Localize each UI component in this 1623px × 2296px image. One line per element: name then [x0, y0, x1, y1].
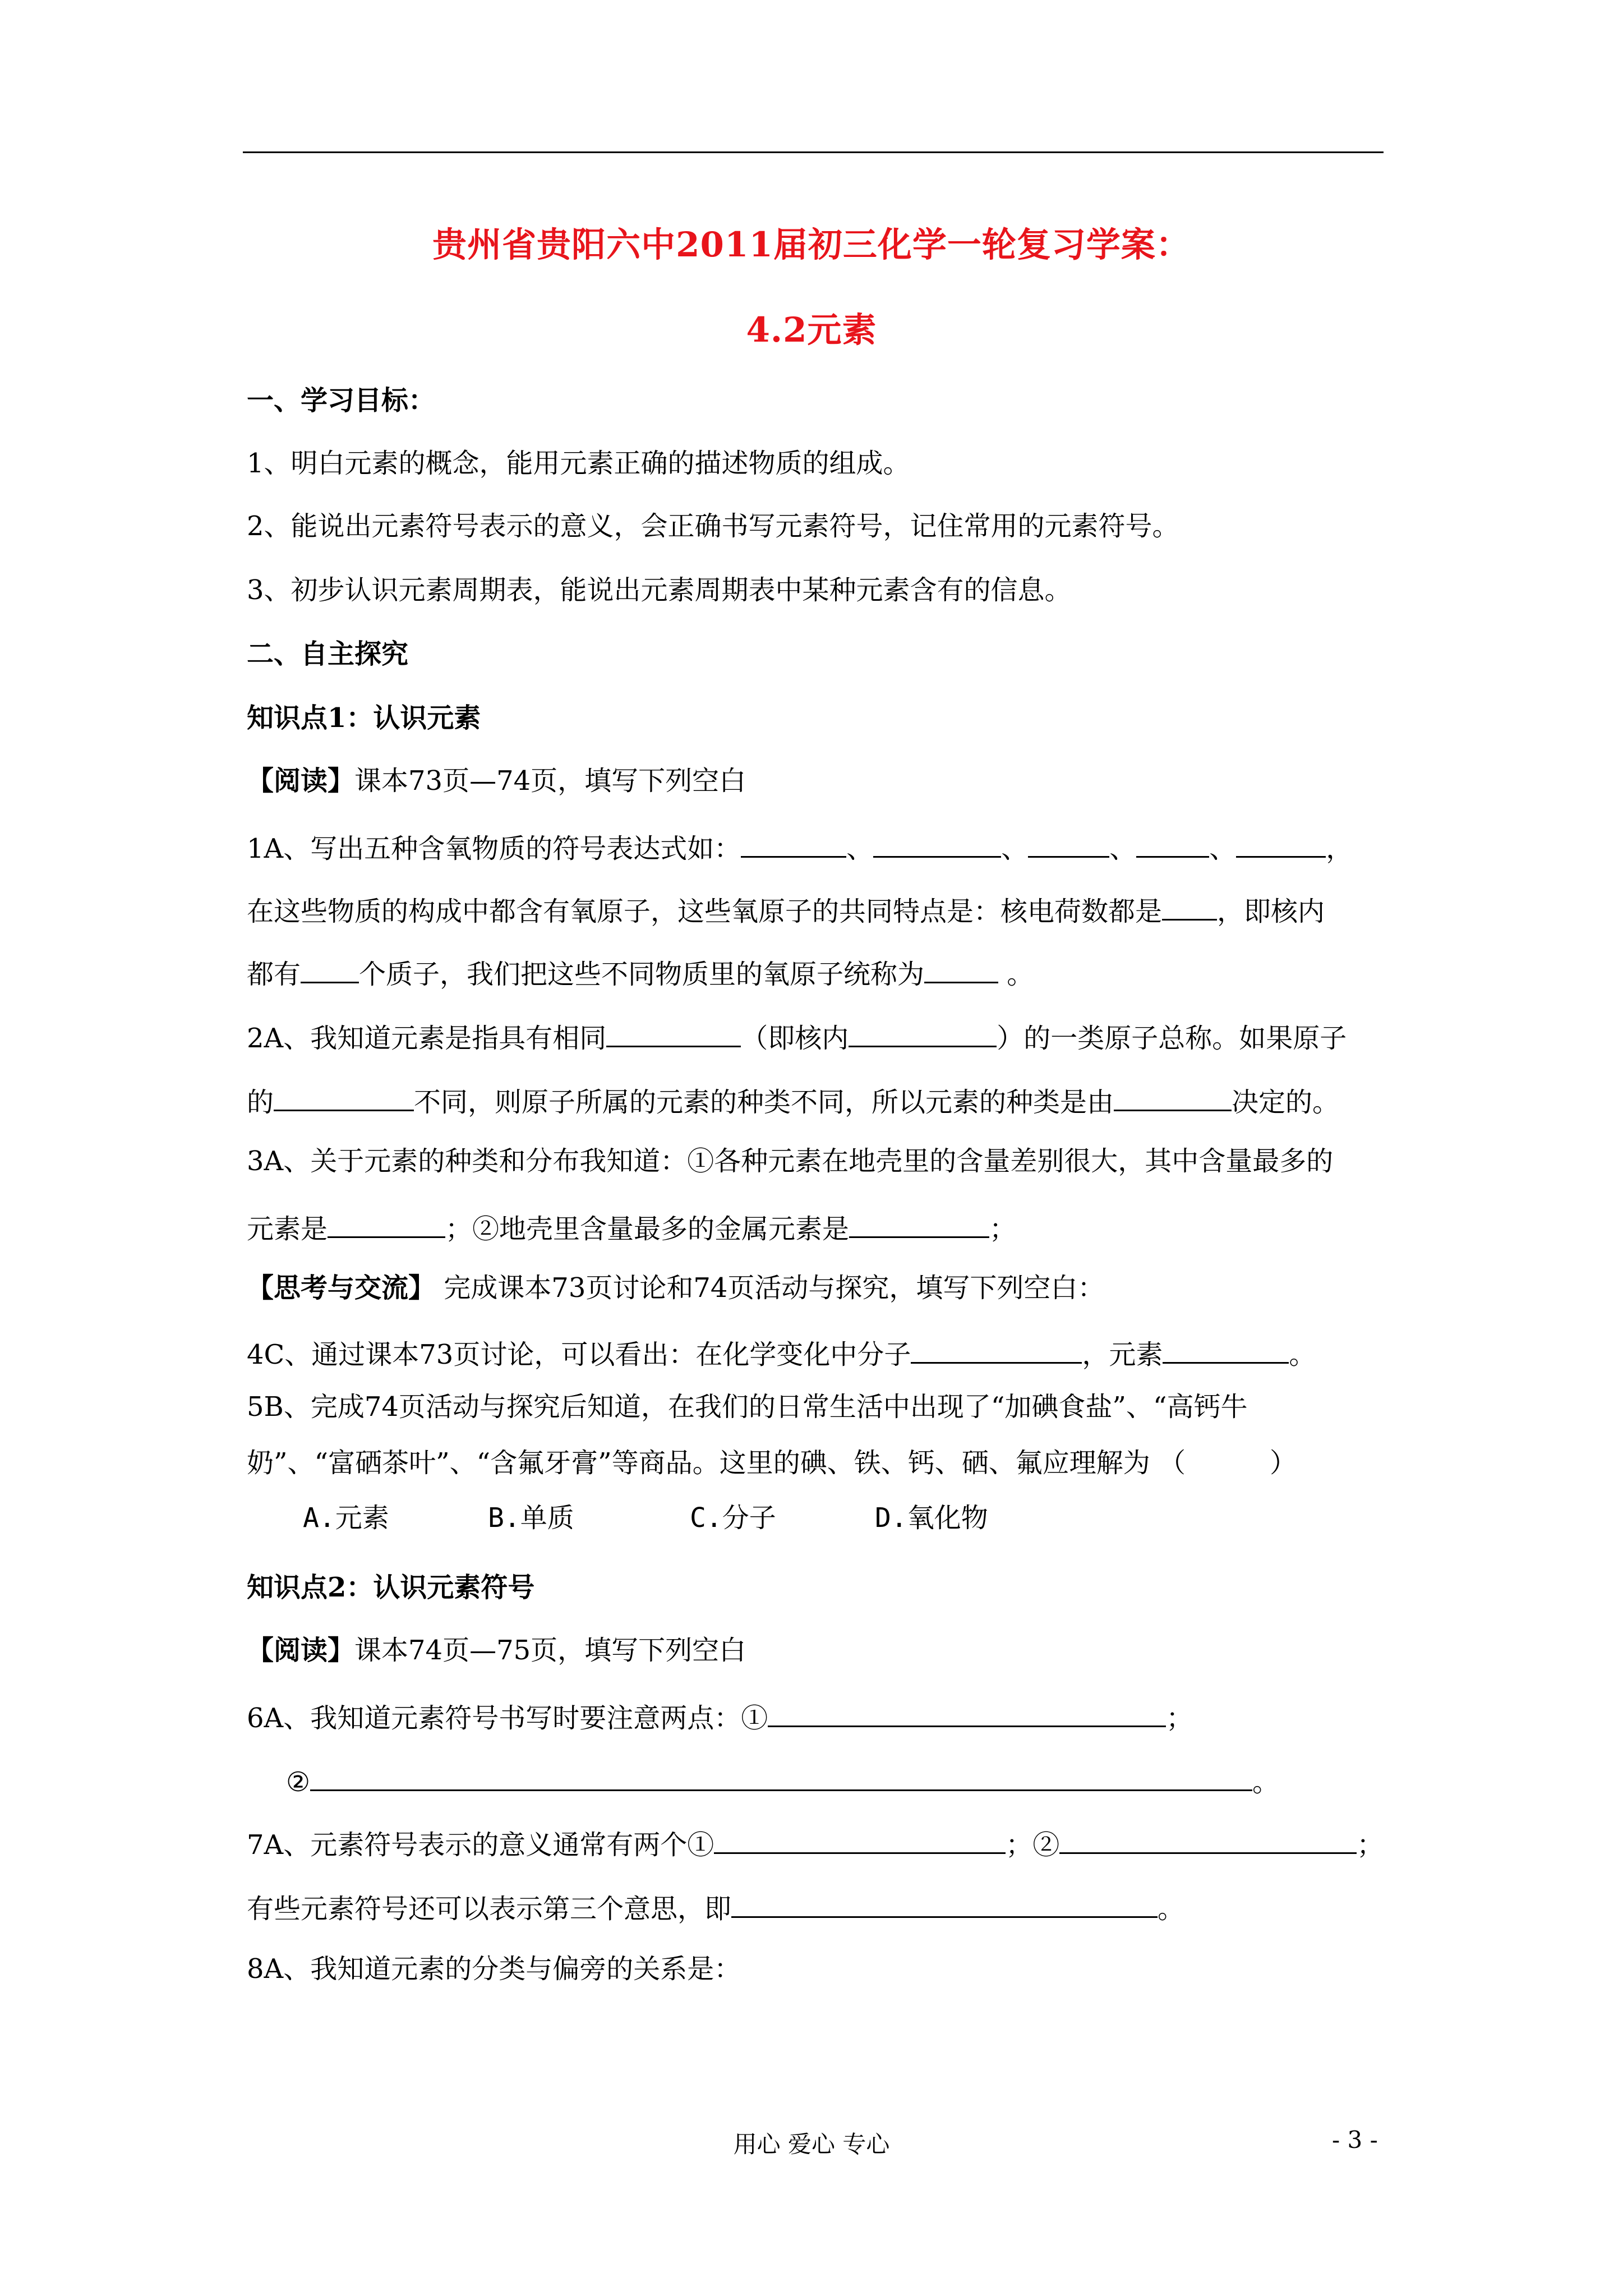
read-text: 课本74页—75页，填写下列空白	[354, 1635, 746, 1666]
q2-text: ）的一类原子总称。如果原子	[997, 1023, 1347, 1054]
q5-line1: 5B、完成74页活动与探究后知道，在我们的日常生活中出现了“加碘食盐”、“高钙牛	[247, 1391, 1248, 1423]
q1-line3	[247, 954, 1034, 991]
answer-blank[interactable]	[849, 1208, 989, 1238]
q3-line2	[247, 1208, 1016, 1246]
kp2-title: 知识点2：认识元素符号	[247, 1572, 535, 1603]
q7-text: 。	[1158, 1893, 1185, 1925]
answer-blank[interactable]	[768, 1697, 1166, 1727]
separator: 、	[1001, 833, 1029, 864]
q4-line	[247, 1334, 1316, 1372]
think-text: 完成课本73页讨论和74页活动与探究，填写下列空白：	[435, 1272, 1105, 1304]
answer-blank[interactable]	[1059, 1824, 1357, 1854]
q2-line2	[247, 1082, 1339, 1119]
q7-text: ；	[1357, 1829, 1384, 1861]
answer-blank[interactable]	[849, 1018, 997, 1047]
separator: ，	[1326, 833, 1353, 864]
q2-text: 决定的。	[1232, 1087, 1340, 1118]
q5-text: 奶”、“富硒茶叶”、“含氟牙膏”等商品。这里的碘、铁、钙、硒、氟应理解为 （	[247, 1447, 1186, 1479]
q7-text: 7A、元素符号表示的意义通常有两个①	[247, 1829, 714, 1861]
answer-blank[interactable]	[310, 1761, 1252, 1791]
q2-text: （即核内	[741, 1023, 849, 1054]
q2-line1	[247, 1018, 1347, 1055]
q7-text: 有些元素符号还可以表示第三个意思，即	[247, 1893, 732, 1925]
q5-paren: ）	[1269, 1447, 1297, 1479]
q2-text: 2A、我知道元素是指具有相同	[247, 1023, 607, 1054]
answer-blank[interactable]	[301, 954, 359, 983]
option-c[interactable]: C.分子	[690, 1502, 776, 1534]
q7-text: ；②	[1006, 1829, 1060, 1861]
q6-line2	[286, 1761, 1279, 1799]
objective-1: 1、明白元素的概念，能用元素正确的描述物质的组成。	[247, 448, 910, 479]
option-d[interactable]: D.氧化物	[875, 1502, 988, 1534]
q1-text: 1A、写出五种含氧物质的符号表达式如：	[247, 833, 741, 864]
answer-blank[interactable]	[1162, 891, 1217, 921]
section-explore: 二、自主探究	[247, 638, 409, 670]
q1-text: 。	[998, 959, 1034, 990]
objective-2: 2、能说出元素符号表示的意义，会正确书写元素符号，记住常用的元素符号。	[247, 510, 1179, 542]
q1-line2	[247, 891, 1325, 928]
separator: 、	[1109, 833, 1137, 864]
q1-line1	[247, 828, 1353, 866]
q2-text: 的	[247, 1087, 274, 1118]
doc-title: 贵州省贵阳六中2011届初三化学一轮复习学案：	[432, 225, 1191, 265]
option-b[interactable]: B.单质	[488, 1502, 574, 1534]
q4-text: 。	[1289, 1339, 1316, 1370]
answer-blank[interactable]	[873, 828, 1001, 858]
q3-text: 元素是	[247, 1213, 328, 1245]
answer-blank[interactable]	[911, 1334, 1082, 1364]
option-a[interactable]: A.元素	[303, 1502, 389, 1534]
q3-text: ；②地壳里含量最多的金属元素是	[445, 1213, 850, 1245]
q3-line1: 3A、关于元素的种类和分布我知道：①各种元素在地壳里的含量差别很大，其中含量最多的	[247, 1145, 1334, 1177]
q1-text: ，即核内	[1217, 896, 1325, 927]
kp1-title: 知识点1：认识元素	[247, 702, 481, 734]
q6-text: 6A、我知道元素符号书写时要注意两点：①	[247, 1703, 768, 1734]
header-rule	[243, 151, 1384, 153]
separator: 、	[1209, 833, 1237, 864]
q6-text: ②	[286, 1766, 311, 1798]
answer-blank[interactable]	[1236, 828, 1326, 858]
separator: 、	[846, 833, 874, 864]
q5-options	[303, 1501, 988, 1535]
objective-3: 3、初步认识元素周期表，能说出元素周期表中某种元素含有的信息。	[247, 574, 1072, 606]
answer-blank[interactable]	[606, 1018, 741, 1047]
q1-text: 都有	[247, 959, 301, 990]
kp1-read	[247, 764, 746, 798]
read-tag: 【阅读】	[247, 1635, 355, 1666]
q6-text: 。	[1252, 1766, 1280, 1798]
footer-slogan: 用心 爱心 专心	[733, 2131, 890, 2158]
q3-text: ；	[989, 1213, 1017, 1245]
answer-blank[interactable]	[731, 1888, 1158, 1918]
q7-line1	[247, 1824, 1384, 1862]
think-line	[247, 1271, 1104, 1305]
answer-blank[interactable]	[741, 828, 846, 858]
read-tag: 【阅读】	[247, 765, 355, 797]
answer-blank[interactable]	[714, 1824, 1006, 1854]
q4-text: 4C、通过课本73页讨论，可以看出：在化学变化中分子	[247, 1339, 911, 1370]
answer-blank[interactable]	[274, 1082, 414, 1111]
q1-text: 个质子，我们把这些不同物质里的氧原子统称为	[359, 959, 925, 990]
page-number: - 3 -	[1332, 2126, 1378, 2154]
q6-line1	[247, 1697, 1193, 1735]
q8-line: 8A、我知道元素的分类与偏旁的关系是：	[247, 1953, 741, 1985]
answer-blank[interactable]	[1028, 828, 1109, 858]
answer-blank[interactable]	[1136, 828, 1209, 858]
answer-blank[interactable]	[1163, 1334, 1289, 1364]
q2-text: 不同，则原子所属的元素的种类不同，所以元素的种类是由	[414, 1087, 1114, 1118]
q1-text: 在这些物质的构成中都含有氧原子，这些氧原子的共同特点是：核电荷数都是	[247, 896, 1163, 927]
answer-blank[interactable]	[924, 954, 998, 983]
section-objectives: 一、学习目标：	[247, 385, 436, 416]
q5-line2	[247, 1446, 1297, 1480]
think-tag: 【思考与交流】	[247, 1272, 436, 1304]
q4-text: ，元素	[1082, 1339, 1163, 1370]
q6-text: ；	[1166, 1703, 1193, 1734]
answer-blank[interactable]	[328, 1208, 445, 1238]
read-text: 课本73页—74页，填写下列空白	[354, 765, 746, 797]
answer-blank[interactable]	[1114, 1082, 1232, 1111]
kp2-read	[247, 1634, 746, 1667]
doc-subtitle: 4.2元素	[746, 310, 877, 350]
q7-line2	[247, 1888, 1184, 1926]
